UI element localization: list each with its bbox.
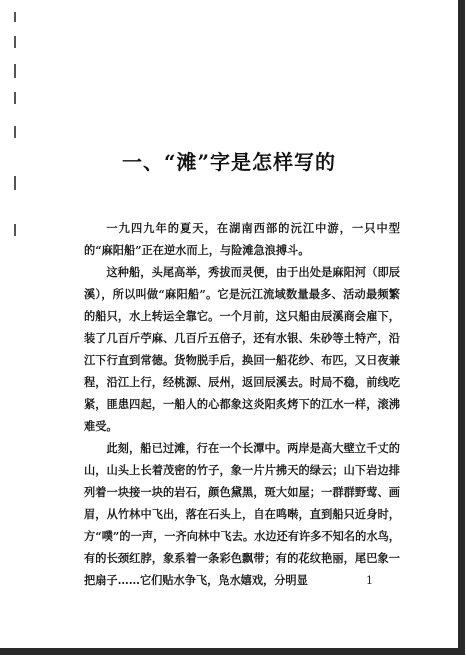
margin-marks: [0, 0, 40, 656]
chapter-title: 一、“滩”字是怎样写的: [121, 150, 336, 174]
margin-mark: [14, 224, 16, 236]
margin-mark: [14, 64, 16, 78]
body-text: [84, 217, 400, 591]
paragraph: 这种船，头尾高举，秀拔而灵便，由于出处是麻阳河（即辰溪），所以叫做“麻阳船”。它是沅江流域数量最多、活动最频繁的船只，水上转运全靠它。一个月前，这只船由辰溪商会雇下，装了几百斤苧麻、几百斤五倍子，还有水银、朱砂等土特产，沿江下行直到常德。货物脱手后，换回一船花纱、布匹，又日夜兼程，沿江上行，经桃源、辰州，返回辰溪去。时局不稳，前线吃紧，匪患四起，一船人的心都象这炎阳炙烤下的江水一样，滚沸难受。: [84, 265, 400, 433]
margin-mark: [14, 36, 16, 48]
page-number: 1: [366, 574, 373, 587]
margin-mark: [14, 126, 16, 138]
paragraph: 一九四九年的夏天，在湖南西部的沅江中游，一只中型的“麻阳船”正在逆水而上，与险滩急浪搏斗。: [84, 221, 400, 257]
margin-mark: [14, 12, 16, 22]
paragraph: 此刻，船已过滩，行在一个长潭中。两岸是高大壁立千丈的山，山头上长着茂密的竹子，象一片片拂天的绿云；山下岩边排列着一块接一块的岩石，颜色黛黑，斑大如屋；一群群野莺、画眉，从竹林中飞出，落在石头上，自在鸣啭，直到船只近身时，方“噗”的一声，一齐向林中飞去。水边还有许多不知名的水鸟，有的长颈红脖，象系着一条彩色飘带；有的花纹艳丽，尾巴象一把扇子……它们贴水争飞，凫水嬉戏，分明显: [84, 441, 400, 587]
margin-mark: [14, 92, 16, 104]
margin-mark: [14, 176, 16, 190]
